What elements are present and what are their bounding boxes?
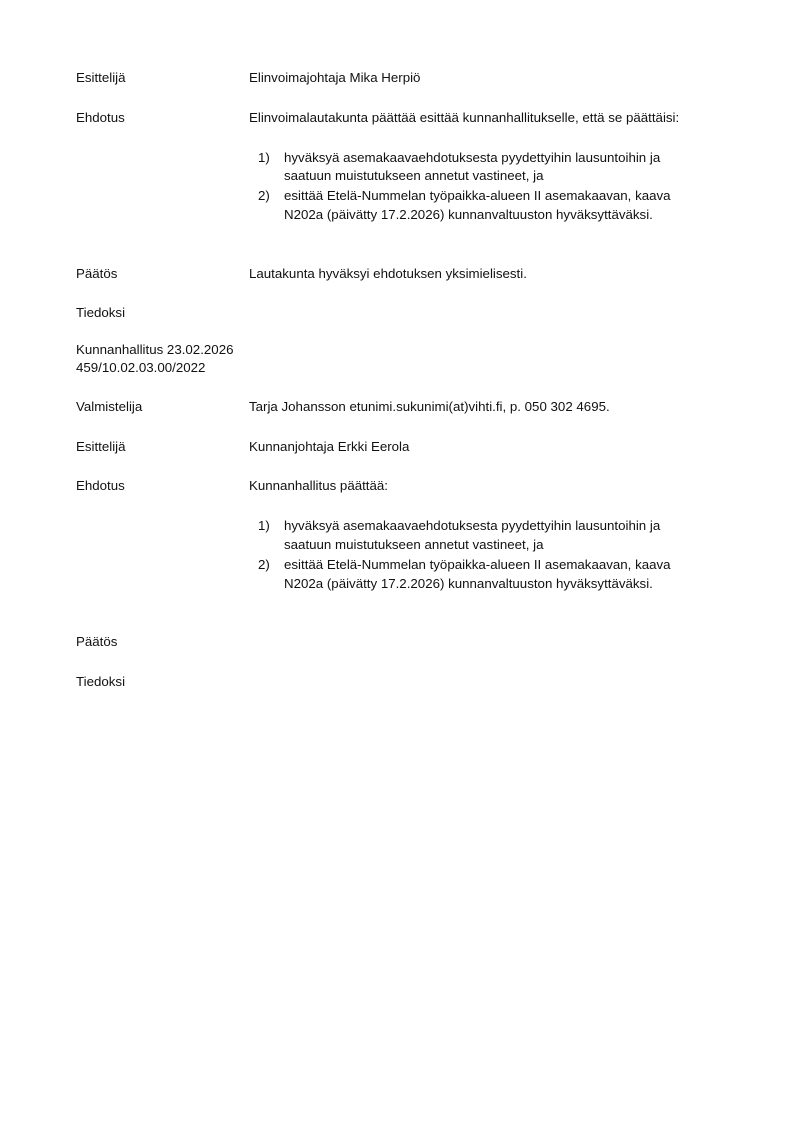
valmistelija-value: Tarja Johansson etunimi.sukunimi(at)vihti.fi, p. 050 302 4695. <box>249 399 610 414</box>
paatos-value: Lautakunta hyväksyi ehdotuksen yksimielisesti. <box>249 266 527 281</box>
list-item-line: hyväksyä asemakaavaehdotuksesta pyydettyihin lausuntoihin ja <box>284 518 661 533</box>
list-item-number: 2) <box>258 188 270 203</box>
ehdotus-label: Ehdotus <box>76 110 125 125</box>
paatos-label: Päätös <box>76 634 118 649</box>
case-number: 459/10.02.03.00/2022 <box>76 360 206 375</box>
list-item-line: hyväksyä asemakaavaehdotuksesta pyydettyihin lausuntoihin ja <box>284 150 661 165</box>
list-item-line: saatuun muistutukseen annetut vastineet, ja <box>284 537 544 552</box>
esittelija-value: Kunnanjohtaja Erkki Eerola <box>249 439 410 454</box>
esittelija-value: Elinvoimajohtaja Mika Herpiö <box>249 70 421 85</box>
list-item-line: saatuun muistutukseen annetut vastineet, ja <box>284 168 544 183</box>
list-item-line: N202a (päivätty 17.2.2026) kunnanvaltuuston hyväksyttäväksi. <box>284 207 653 222</box>
list-item-number: 1) <box>258 150 270 165</box>
ehdotus-intro: Kunnanhallitus päättää: <box>249 478 388 493</box>
tiedoksi-label: Tiedoksi <box>76 674 126 689</box>
esittelija-label: Esittelijä <box>76 439 126 454</box>
list-item-line: esittää Etelä-Nummelan työpaikka-alueen II asemakaavan, kaava <box>284 557 671 572</box>
meeting-heading: Kunnanhallitus 23.02.2026 <box>76 342 234 357</box>
valmistelija-label: Valmistelija <box>76 399 143 414</box>
tiedoksi-label: Tiedoksi <box>76 305 126 320</box>
list-item-line: esittää Etelä-Nummelan työpaikka-alueen II asemakaavan, kaava <box>284 188 671 203</box>
list-item-line: N202a (päivätty 17.2.2026) kunnanvaltuuston hyväksyttäväksi. <box>284 576 653 591</box>
ehdotus-label: Ehdotus <box>76 478 125 493</box>
ehdotus-intro: Elinvoimalautakunta päättää esittää kunnanhallitukselle, että se päättäisi: <box>249 110 680 125</box>
list-item-number: 1) <box>258 518 270 533</box>
paatos-label: Päätös <box>76 266 118 281</box>
list-item-number: 2) <box>258 557 270 572</box>
esittelija-label: Esittelijä <box>76 70 126 85</box>
